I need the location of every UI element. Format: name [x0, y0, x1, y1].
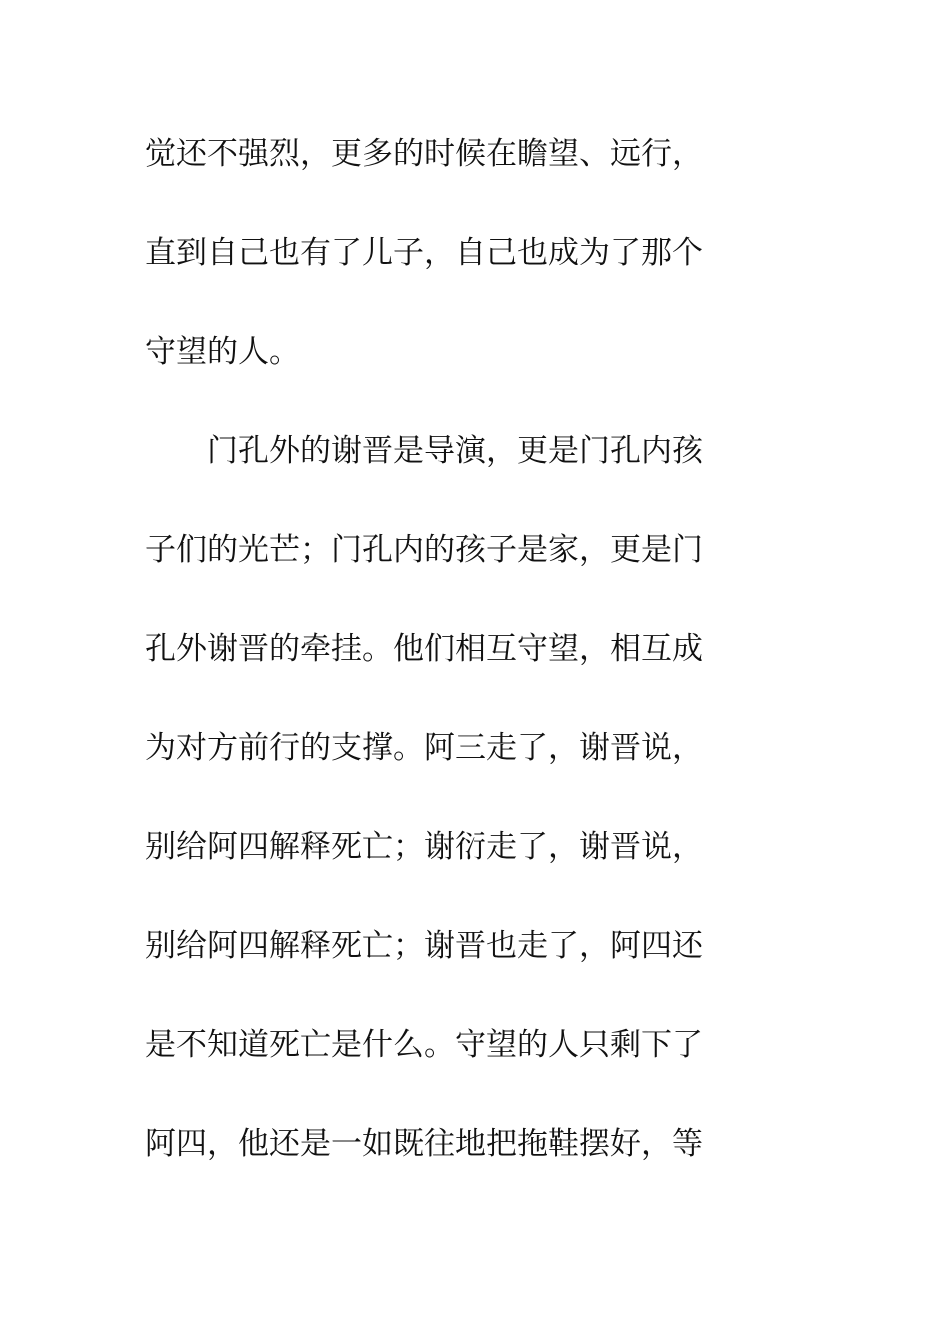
- text-line: 觉还不强烈，更多的时候在瞻望、远行，: [145, 136, 703, 172]
- text-line: 直到自己也有了儿子，自己也成为了那个: [145, 235, 703, 271]
- essay-text: [145, 128, 785, 1217]
- text-line: 别给阿四解释死亡；谢晋也走了，阿四还: [145, 928, 703, 964]
- text-line: 是不知道死亡是什么。守望的人只剩下了: [145, 1027, 703, 1063]
- text-line: 孔外谢晋的牵挂。他们相互守望，相互成: [145, 631, 703, 667]
- text-line: 门孔外的谢晋是导演，更是门孔内孩: [145, 433, 703, 469]
- text-line: 阿四，他还是一如既往地把拖鞋摆好，等: [145, 1126, 703, 1162]
- text-line: 守望的人。: [145, 334, 300, 370]
- text-line: 别给阿四解释死亡；谢衍走了，谢晋说，: [145, 829, 703, 865]
- text-line: 子们的光芒；门孔内的孩子是家，更是门: [145, 532, 703, 568]
- text-line: 为对方前行的支撑。阿三走了，谢晋说，: [145, 730, 703, 766]
